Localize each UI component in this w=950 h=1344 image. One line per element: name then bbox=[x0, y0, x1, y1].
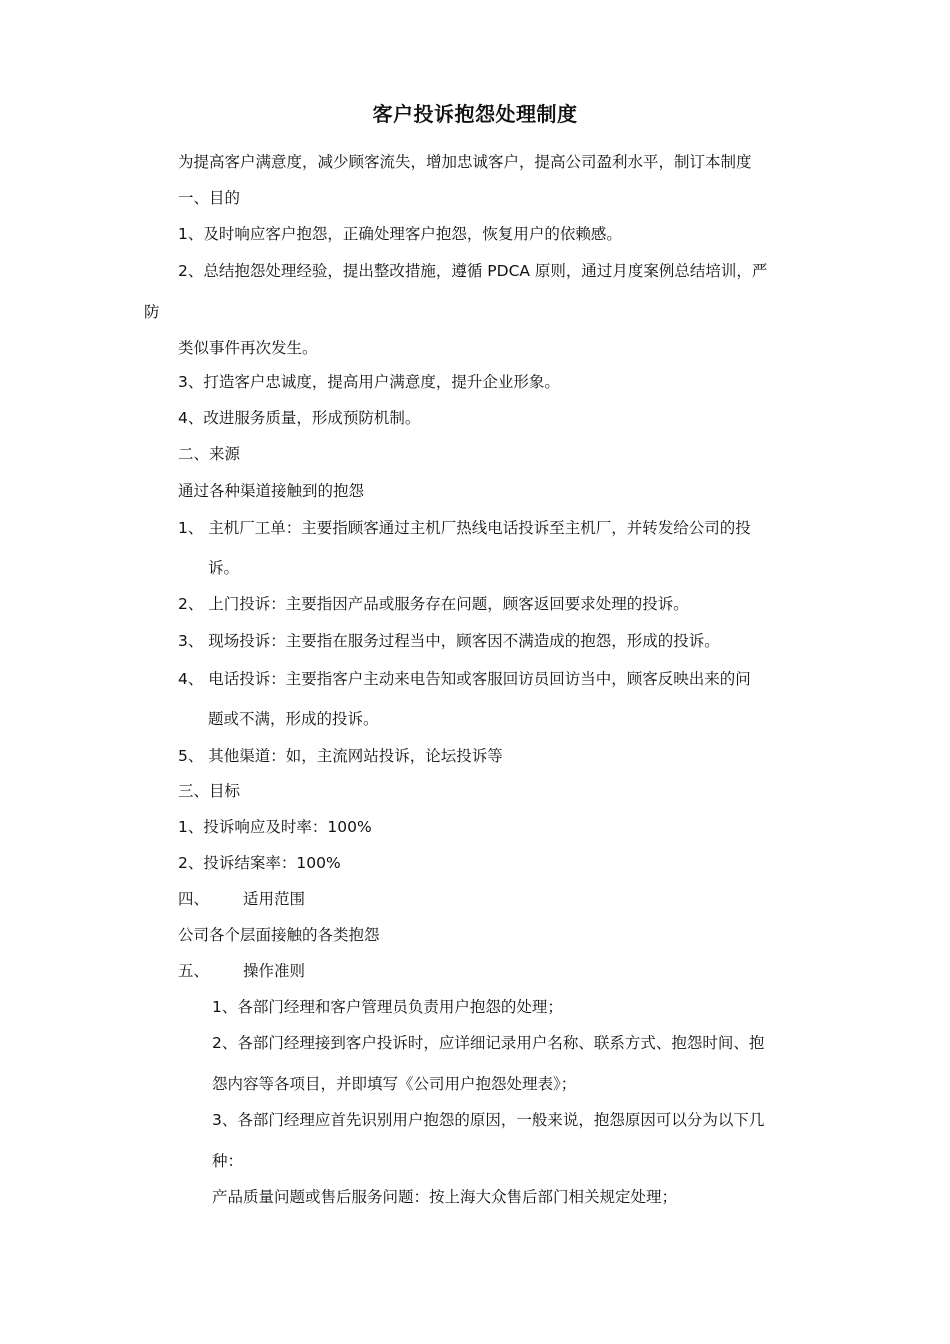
document-title: 客户投诉抱怨处理制度 bbox=[372, 102, 578, 126]
section1-item1: 1、及时响应客户抱怨，正确处理客户抱怨，恢复用户的依赖感。 bbox=[178, 225, 622, 243]
section2-item5: 5、 其他渠道：如，主流网站投诉，论坛投诉等 bbox=[178, 747, 503, 765]
section2-item3: 3、 现场投诉：主要指在服务过程当中，顾客因不满造成的抱怨，形成的投诉。 bbox=[178, 632, 720, 650]
section2-item2: 2、 上门投诉：主要指因产品或服务存在问题，顾客返回要求处理的投诉。 bbox=[178, 595, 689, 613]
section4-heading-text: 适用范围 bbox=[243, 890, 306, 908]
section2-item4-line2: 题或不满，形成的投诉。 bbox=[208, 710, 379, 728]
section5-item2-line2: 怨内容等各项目，并即填写《公司用户抱怨处理表》； bbox=[212, 1075, 577, 1093]
section3-item1: 1、投诉响应及时率：100% bbox=[178, 818, 372, 836]
intro-paragraph: 为提高客户满意度，减少顾客流失，增加忠诚客户，提高公司盈利水平，制订本制度 bbox=[178, 153, 752, 171]
section1-item2-line2: 防 bbox=[144, 303, 160, 321]
section5-item3-line1: 3、各部门经理应首先识别用户抱怨的原因，一般来说，抱怨原因可以分为以下几 bbox=[212, 1111, 765, 1129]
section2-item1-line2: 诉。 bbox=[208, 559, 240, 577]
section2-item4-line1: 4、 电话投诉：主要指客户主动来电告知或客服回访员回访当中，顾客反映出来的问 bbox=[178, 670, 751, 688]
section3-item2: 2、投诉结案率：100% bbox=[178, 854, 341, 872]
section2-heading: 二、来源 bbox=[178, 445, 241, 463]
section1-item2-line3: 类似事件再次发生。 bbox=[178, 339, 318, 357]
section5-item3-line2: 种： bbox=[212, 1152, 244, 1170]
section1-heading: 一、目的 bbox=[178, 189, 241, 207]
section1-item3: 3、打造客户忠诚度，提高用户满意度，提升企业形象。 bbox=[178, 373, 560, 391]
section5-heading bbox=[178, 961, 305, 981]
section5-item1: 1、各部门经理和客户管理员负责用户抱怨的处理； bbox=[212, 998, 563, 1016]
section4-heading bbox=[178, 889, 305, 909]
section4-heading-number: 四、 bbox=[178, 890, 210, 908]
section4-lead: 公司各个层面接触的各类抱怨 bbox=[178, 926, 380, 944]
section5-item4: 产品质量问题或售后服务问题：按上海大众售后部门相关规定处理； bbox=[212, 1188, 678, 1206]
section2-lead: 通过各种渠道接触到的抱怨 bbox=[178, 482, 365, 500]
section1-item4: 4、改进服务质量，形成预防机制。 bbox=[178, 409, 421, 427]
section5-heading-text: 操作准则 bbox=[243, 962, 306, 980]
section1-item2-line1: 2、总结抱怨处理经验，提出整改措施，遵循 PDCA 原则，通过月度案例总结培训，严 bbox=[178, 262, 768, 280]
section2-item1-line1: 1、 主机厂工单：主要指顾客通过主机厂热线电话投诉至主机厂，并转发给公司的投 bbox=[178, 519, 751, 537]
section5-item2-line1: 2、各部门经理接到客户投诉时，应详细记录用户名称、联系方式、抱怨时间、抱 bbox=[212, 1034, 765, 1052]
section5-heading-number: 五、 bbox=[178, 962, 210, 980]
section3-heading: 三、目标 bbox=[178, 782, 241, 800]
